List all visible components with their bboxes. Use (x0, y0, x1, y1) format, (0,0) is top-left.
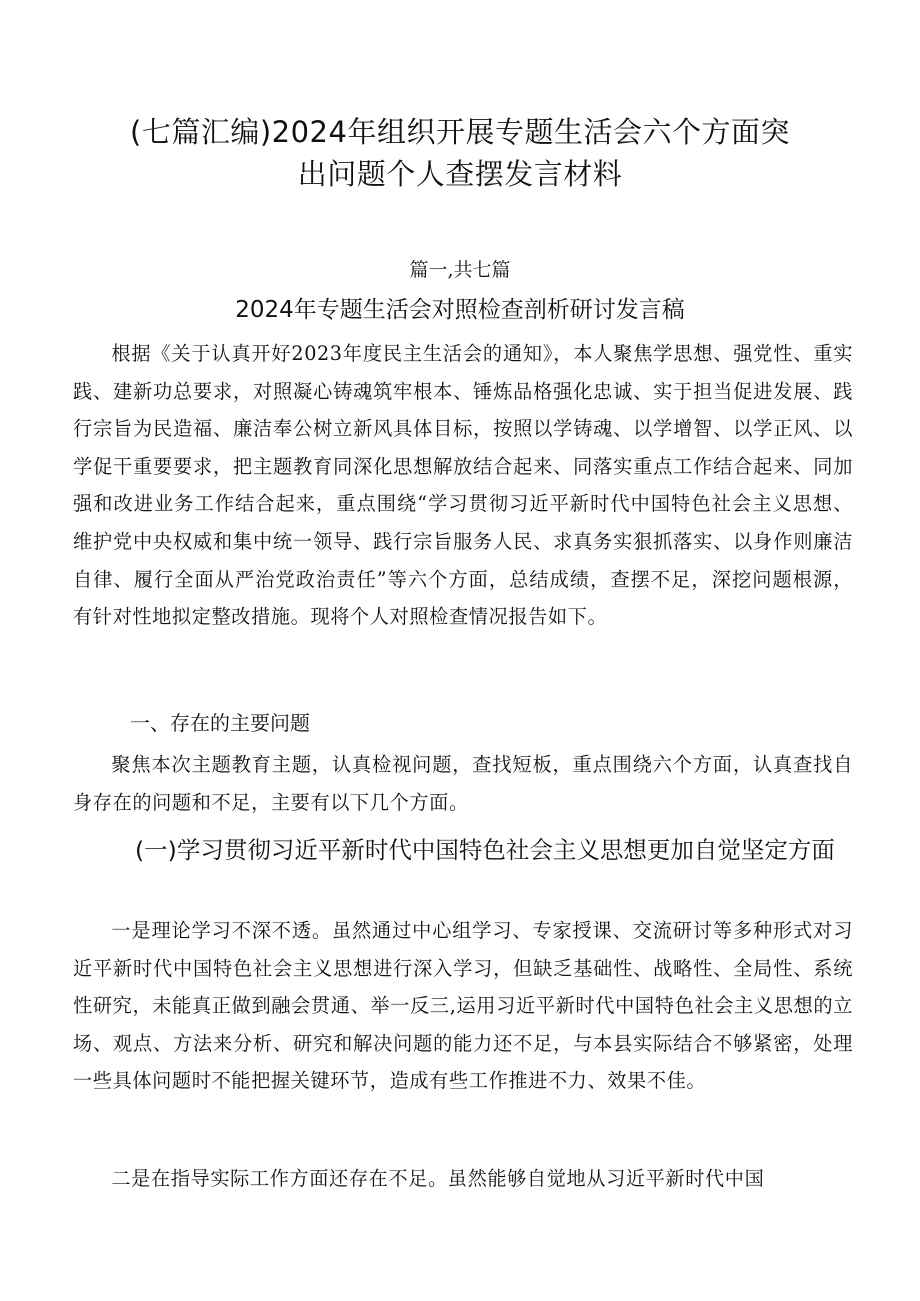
document-title-line2: 出问题个人查摆发言材料 (297, 157, 623, 191)
section-label: 篇一,共七篇 (409, 259, 511, 281)
heading-subsection-1: (一)学习贯彻习近平新时代中国特色社会主义思想更加自觉坚定方面 (135, 836, 835, 864)
section-subtitle: 2024年专题生活会对照检查剖析研讨发言稿 (235, 297, 685, 323)
paragraph-focus: 聚焦本次主题教育主题，认真检视问题，查找短板，重点围绕六个方面，认真查找自身存在的问题和不足，主要有以下几个方面。 (73, 753, 853, 814)
paragraph-intro: 根据《关于认真开好2023年度民主生活会的通知》，本人聚焦学思想、强党性、重实践、建新功总要求，对照凝心铸魂筑牢根本、锤炼品格强化忠诚、实于担当促进发展、践行宗旨为民造福、廉洁奉公树立新风具体目标，按照以学铸魂、以学增智、以学正风、以学促干重要要求，把主题教育同深化思想解放结合起来、同落实重点工作结合起来、同加强和改进业务工作结合起来，重点围绕“学习贯彻习近平新时代中国特色社会主义思想、维护党中央权威和集中统一领导、践行宗旨服务人民、求真务实狠抓落实、以身作则廉洁自律、履行全面从严治党政治责任”等六个方面，总结成绩，查摆不足，深挖问题根源，有针对性地拟定整改措施。现将个人对照检查情况报告如下。 (73, 342, 853, 629)
paragraph-point-2: 二是在指导实际工作方面还存在不足。虽然能够自觉地从习近平新时代中国 (111, 1167, 765, 1190)
heading-main-problems: 一、存在的主要问题 (130, 711, 310, 735)
document-title-line1: (七篇汇编)2024年组织开展专题生活会六个方面突 (130, 115, 790, 149)
paragraph-point-1: 一是理论学习不深不透。虽然通过中心组学习、专家授课、交流研讨等多种形式对习近平新时代中国特色社会主义思想进行深入学习，但缺乏基础性、战略性、全局性、系统性研究，未能真正做到融会贯通、举一反三,运用习近平新时代中国特色社会主义思想的立场、观点、方法来分析、研究和解决问题的能力还不足，与本县实际结合不够紧密，处理一些具体问题时不能把握关键环节，造成有些工作推进不力、效果不佳。 (73, 919, 853, 1093)
